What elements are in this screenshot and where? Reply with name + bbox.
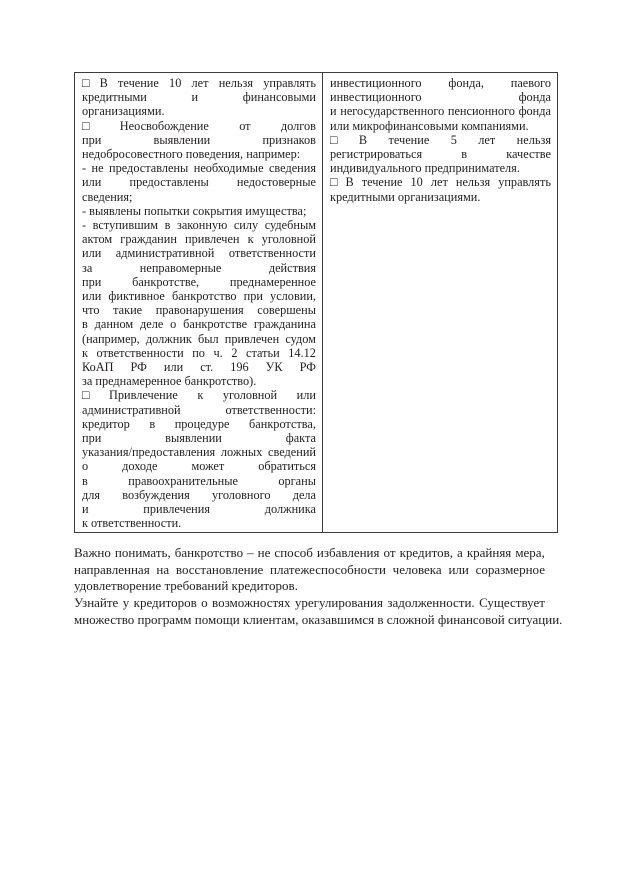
word: возбуждения — [122, 487, 190, 502]
text-line — [82, 289, 316, 303]
word: в — [82, 473, 88, 488]
word: понимать, — [114, 545, 171, 560]
word: от — [383, 545, 396, 560]
text-line: - выявлены попытки сокрытия имущества; — [82, 203, 307, 218]
word: фиктивное — [108, 289, 165, 304]
word: 10 — [410, 175, 423, 190]
word: 5 — [450, 132, 457, 147]
text-line: организациями. — [82, 104, 165, 119]
text-line: удовлетворение требований кредиторов. — [74, 578, 298, 594]
word: правонарушения — [155, 303, 244, 318]
text-line — [82, 317, 316, 331]
word: гражданина — [253, 317, 316, 332]
word: что — [82, 303, 100, 318]
word: 10 — [169, 76, 182, 90]
word: в — [82, 317, 88, 332]
text-line — [82, 76, 316, 90]
paragraph — [74, 545, 545, 595]
word: возможностях — [212, 595, 291, 611]
word: В — [99, 76, 108, 90]
paragraph — [330, 76, 551, 133]
text-line: или микрофинансовыми компаниями. — [330, 118, 529, 133]
word: платежеспособности — [270, 561, 386, 577]
text-line — [82, 119, 316, 133]
word: нельзя — [516, 132, 551, 147]
word: совершены — [257, 303, 316, 318]
word: кредитными — [82, 90, 147, 105]
word: Существует — [479, 595, 545, 611]
word: или — [448, 561, 469, 577]
text-line — [82, 346, 316, 360]
text-line: за преднамеренное банкротство). — [82, 374, 257, 389]
word: или — [82, 175, 102, 190]
text-line: к ответственности. — [82, 516, 182, 531]
text-line — [82, 232, 316, 246]
word: должника — [264, 502, 316, 517]
word: такие — [113, 303, 143, 318]
word: предоставлены — [109, 161, 189, 176]
word: может — [191, 459, 225, 474]
word: преднамеренное — [229, 274, 316, 289]
word: у — [122, 595, 130, 611]
word: УК — [265, 360, 283, 375]
text-line — [82, 133, 316, 147]
text-line — [82, 417, 316, 431]
word: РФ — [130, 360, 147, 375]
word: процедуре — [174, 416, 230, 431]
word: уголовного — [211, 487, 271, 502]
word: банкротстве, — [132, 274, 200, 289]
text-line — [82, 360, 316, 374]
word: или — [82, 289, 102, 304]
text-line — [82, 474, 316, 488]
word: или — [82, 246, 102, 261]
word: обратиться — [258, 459, 316, 474]
word: нельзя — [455, 175, 491, 190]
word: о — [170, 317, 177, 332]
text-line: недобросовестного поведения, например: — [82, 147, 301, 162]
word: человека — [392, 561, 442, 577]
word: актом — [82, 232, 113, 247]
text-line — [74, 562, 545, 579]
word: сведения — [268, 161, 316, 176]
word: а — [457, 545, 463, 560]
word: соразмерное — [475, 561, 545, 577]
word: банкротстве — [183, 317, 248, 332]
word: лет — [191, 76, 209, 90]
word: в — [149, 416, 156, 431]
word: в — [461, 147, 468, 162]
word: качестве — [506, 147, 551, 162]
word: при — [243, 289, 263, 304]
text-line — [82, 332, 316, 346]
word: в — [164, 218, 171, 233]
word: паевого — [510, 76, 551, 90]
word: – — [247, 545, 254, 560]
word: инвестиционного — [330, 76, 422, 90]
word: гражданин — [120, 232, 177, 247]
word: Узнайте — [74, 595, 119, 611]
checkbox-glyph: □ — [330, 132, 338, 147]
word: РФ — [299, 360, 316, 375]
word: административной — [82, 402, 181, 417]
word: о — [82, 459, 89, 474]
paragraph — [82, 76, 316, 119]
word: течение — [388, 132, 430, 147]
checkbox-glyph: □ — [82, 76, 90, 90]
word: дела — [292, 487, 316, 502]
paragraph — [82, 388, 316, 530]
text-line — [82, 246, 316, 260]
text-line: множество программ помощи клиентам, оказавшимся в сложной финансовой ситуации. — [74, 611, 563, 627]
word: Важно — [74, 545, 111, 560]
word: и — [330, 104, 337, 119]
word: ответственности — [228, 246, 316, 261]
word: ответственности: — [225, 402, 316, 417]
text-line — [74, 545, 545, 562]
word: данном — [94, 317, 134, 332]
word: при — [82, 274, 102, 289]
word: крайняя — [466, 545, 512, 560]
word: деле — [140, 317, 164, 332]
word: направленная — [74, 561, 150, 577]
word: не — [257, 545, 271, 560]
word: силу — [233, 218, 259, 233]
paragraph — [82, 119, 316, 162]
word: условии, — [270, 289, 316, 304]
text-line — [330, 76, 551, 90]
word: мера, — [515, 545, 545, 560]
paragraph — [82, 204, 316, 218]
word: действия — [268, 260, 316, 275]
word: финансовыми — [242, 90, 316, 105]
text-line — [82, 161, 316, 175]
word: 2 — [231, 345, 238, 360]
text-line — [82, 445, 316, 459]
word: задолженности. — [387, 595, 475, 611]
word: 14.12 — [288, 345, 316, 360]
word: при — [82, 431, 102, 446]
word: Неосвобождение — [119, 118, 209, 133]
word: В — [358, 132, 368, 147]
text-line — [82, 403, 316, 417]
word: неправомерные — [139, 260, 222, 275]
word: кредитов, — [399, 545, 453, 560]
word: нельзя — [218, 76, 254, 90]
word: ст. — [200, 360, 214, 375]
word: инвестиционного — [330, 90, 422, 105]
word: доходе — [122, 459, 158, 474]
word: КоАП — [82, 360, 114, 375]
word: необходимые — [193, 161, 264, 176]
word: фонда, — [448, 76, 484, 90]
word: или — [296, 388, 316, 403]
word: лет — [430, 175, 448, 190]
word: недостоверные — [236, 175, 316, 190]
word: уголовной — [222, 388, 278, 403]
text-line — [82, 459, 316, 473]
word: банкротства, — [249, 416, 316, 431]
word: судом — [285, 331, 316, 346]
word: 196 — [230, 360, 249, 375]
word: лет — [478, 132, 496, 147]
word: фонда — [518, 104, 551, 119]
footer-note-text — [74, 545, 563, 629]
word: - — [82, 161, 87, 176]
word: привлечения — [143, 502, 210, 517]
table-cell-left — [75, 73, 323, 532]
word: от — [239, 118, 251, 133]
word: - — [82, 218, 87, 233]
word: органы — [278, 473, 316, 488]
word: В — [345, 175, 354, 190]
word: Привлечение — [108, 388, 178, 403]
word: ответственности — [96, 345, 184, 360]
word: на — [156, 561, 170, 577]
word: к — [82, 345, 88, 360]
text-line — [330, 90, 551, 104]
word: предоставлены — [129, 175, 209, 190]
paragraph — [330, 133, 551, 176]
table-cell-right — [323, 73, 557, 532]
paragraph — [74, 595, 563, 628]
word: или — [163, 360, 184, 375]
paragraph — [330, 175, 551, 203]
text-line — [74, 595, 545, 612]
text-line — [82, 502, 316, 516]
word: правоохранительные — [128, 473, 238, 488]
word: и — [82, 502, 89, 517]
word: за — [82, 260, 93, 275]
word: банкротство — [171, 289, 237, 304]
word: течение — [118, 76, 159, 90]
word: при — [82, 132, 102, 147]
word: ложных — [220, 445, 263, 460]
text-line — [82, 488, 316, 502]
word: признаков — [262, 132, 316, 147]
word: не — [91, 161, 104, 176]
word: пенсионного — [447, 104, 515, 119]
bankruptcy-consequences-table — [74, 72, 558, 533]
word: способ — [274, 545, 313, 560]
word: законную — [176, 218, 228, 233]
text-line — [330, 175, 551, 189]
word: вступившим — [92, 218, 159, 233]
word: привлечен — [185, 232, 240, 247]
word: кредиторов — [133, 595, 197, 611]
checkbox-glyph: □ — [330, 175, 338, 190]
word: к — [197, 388, 204, 403]
word: и — [191, 90, 199, 105]
word: факта — [285, 431, 316, 446]
text-line — [82, 175, 316, 189]
paragraph — [82, 161, 316, 204]
checkbox-glyph: □ — [82, 388, 90, 403]
word: регистрироваться — [330, 147, 423, 162]
word: выявлении — [165, 431, 222, 446]
text-line — [82, 275, 316, 289]
word: фонда — [518, 90, 551, 105]
word: (например, — [82, 331, 140, 346]
word: о — [201, 595, 208, 611]
word: статьи — [246, 345, 280, 360]
word: уголовной — [261, 232, 316, 247]
word: для — [82, 487, 101, 502]
word: должник — [145, 331, 192, 346]
word: течение — [361, 175, 403, 190]
word: восстановление — [175, 561, 264, 577]
text-line: индивидуального предпринимателя. — [330, 161, 520, 176]
word: урегулирования — [294, 595, 383, 611]
text-line: кредитными организациями. — [330, 189, 481, 204]
word: привлечен — [224, 331, 280, 346]
text-line — [82, 261, 316, 275]
text-line — [330, 133, 551, 147]
paragraph — [82, 218, 316, 388]
word: кредитор — [82, 416, 130, 431]
text-line — [82, 388, 316, 402]
word: избавления — [316, 545, 380, 560]
checkbox-glyph: □ — [82, 118, 90, 133]
word: указания/предоставления — [82, 445, 216, 460]
text-line — [82, 303, 316, 317]
word: негосударственного — [340, 104, 445, 119]
text-line — [330, 104, 551, 118]
word: сведений — [268, 445, 316, 460]
text-line — [82, 90, 316, 104]
word: долгов — [280, 118, 316, 133]
word: банкротство — [174, 545, 244, 560]
text-line: сведения; — [82, 189, 133, 204]
word: судебным — [264, 218, 316, 233]
word: ч. — [213, 345, 223, 360]
word: управлять — [498, 175, 551, 190]
text-line — [82, 431, 316, 445]
word: к — [247, 232, 254, 247]
word: по — [192, 345, 205, 360]
text-line — [330, 147, 551, 161]
word: был — [197, 331, 219, 346]
word: управлять — [263, 76, 316, 90]
word: выявлении — [153, 132, 211, 147]
word: административной — [115, 246, 215, 261]
text-line — [82, 218, 316, 232]
